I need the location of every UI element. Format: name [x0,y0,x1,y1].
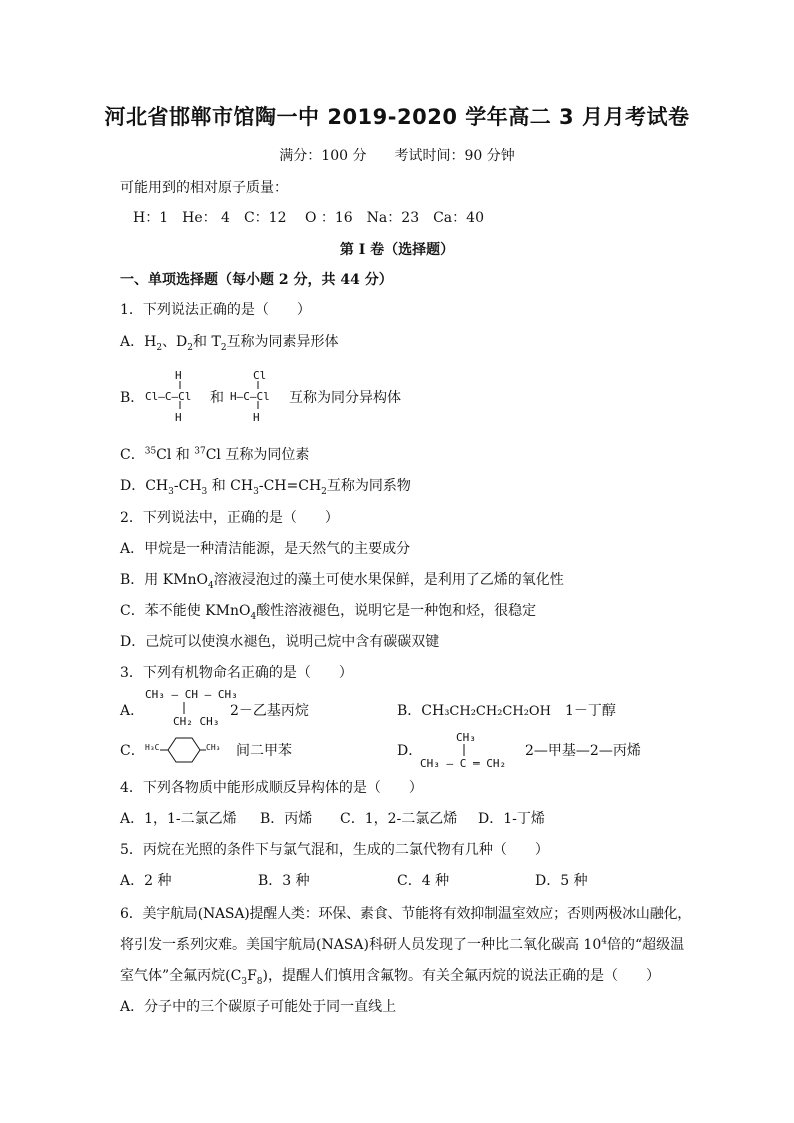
q2-stem: 2．下列说法中，正确的是（ ） [120,510,339,526]
q3-b-name: 1－丁醇 [565,703,616,719]
q6-line3-text: 室气体”全氟丙烷(C [120,968,242,984]
q6-line3-sub: 8 [256,976,263,987]
q4-option-a: A．1，1-二氯乙烯 [120,811,237,827]
q1-option-d [120,476,411,496]
q6-line2-text: 倍的“超级温 [606,937,685,953]
q1-c-text: Cl 和 [156,447,195,463]
q1-stem: 1．下列说法正确的是（ ） [120,302,311,318]
q3-option-a-label: A． [120,703,145,719]
q1-b-and: 和 [210,390,224,406]
q1-d-text: 互称为同系物 [326,478,411,494]
q6-option-a: A．分子中的三个碳原子可能处于同一直线上 [120,999,397,1015]
q3-b-text: B．CH [397,703,445,719]
section-title: 第 I 卷（选择题） [339,242,455,258]
q2-b-text: B．用 KMnO [120,572,209,588]
q3-d-struct-top: CH₃ [456,731,476,744]
q1-c-sup: 35 [144,446,157,457]
q3-option-c-label: C． [120,743,145,759]
q1-c-text: Cl 互称为同位素 [205,447,310,463]
q1-c-sup: 37 [194,446,206,457]
q3-b-formula: ₃CH₂CH₂CH₂OH [444,704,551,719]
q1-b-struct2-h-bottom: H [253,411,260,424]
q1-d-text: D．CH [120,478,169,494]
q6-line3-sub: 3 [241,976,248,987]
q1-b-struct2-main: H—C—Cl [230,390,270,403]
q6-line1: 6．美宇航局(NASA)提醒人类：环保、素食、节能将有效抑制温室效应；否则两极冰山融化， [120,906,692,922]
q5-option-c: C．4 种 [397,873,450,889]
q5-option-d: D．5 种 [535,873,588,889]
q5-option-b: B．3 种 [258,873,310,889]
q1-a-sub: 2 [187,342,194,353]
q3-option-b [397,701,551,722]
atomic-mass-label: 可能用到的相对原子质量： [120,180,288,196]
q4-option-d: D．1-丁烯 [478,811,545,827]
q1-d-sub: 3 [168,486,174,497]
q5-stem: 5．丙烷在光照的条件下与氯气混和，生成的二氯代物有几种（ ） [120,842,549,858]
q1-a-text: A．H [120,334,157,350]
q2-c-sub: 4 [250,611,257,622]
q1-a-sub: 2 [156,342,163,353]
q1-d-text: 和 CH [207,478,254,494]
q6-line3-text: )，提醒人们慎用含氟物。有关全氟丙烷的说法正确的是（ ） [262,968,660,984]
q3-a-struct-bottom: CH₂ CH₃ [173,715,220,728]
q6-line3-text: F [247,968,257,984]
exam-title: 河北省邯郸市馆陶一中 2019-2020 学年高二 3 月月考试卷 [104,105,690,129]
q3-a-struct-top: CH₃ — CH — CH₃ [145,688,238,701]
q4-stem: 4．下列各物质中能形成顺反异构体的是（ ） [120,780,423,796]
q3-d-struct-bond [462,744,466,758]
atomic-mass-values: H：1 He： 4 C：12 O ：16 Na：23 Ca：40 [133,210,484,226]
q2-option-a: A．甲烷是一种清洁能源，是天然气的主要成分 [120,541,411,557]
q4-option-b: B．丙烯 [260,811,313,827]
q3-a-name: 2－乙基丙烷 [230,703,309,719]
q1-b-struct1-main: Cl—C—Cl [145,390,192,403]
q2-c-text: C．苯不能使 KMnO [120,603,251,619]
q2-c-text: 酸性溶液褪色，说明它是一种饱和烃，很稳定 [256,603,537,619]
q3-c-name: 间二甲苯 [236,743,292,759]
q6-line3 [120,966,660,986]
q1-option-c [120,445,309,465]
q1-d-sub: 3 [201,486,208,497]
q3-c-right-methyl: CH₃ [206,743,221,752]
q1-c-text: C． [120,447,145,463]
q4-option-c: C．1，2-二氯乙烯 [340,811,458,827]
q1-option-a [120,332,339,352]
q1-d-sub: 3 [253,486,259,497]
benzene-ring-icon [160,735,210,765]
q2-option-c [120,601,536,621]
q1-a-text: 和 T [193,334,221,350]
q1-d-text: -CH=CH [258,478,322,494]
q2-option-b [120,570,564,590]
q3-d-struct-bottom: CH₃ — C ═ CH₂ [420,757,507,770]
q3-c-left-methyl: H₃C [145,743,160,752]
q6-line2-sup: 4 [601,936,607,947]
exam-meta: 满分：100 分 考试时间：90 分钟 [279,148,515,164]
q1-a-sub: 2 [220,342,227,353]
q2-b-text: 溶液浸泡过的藻土可使水果保鲜，是利用了乙烯的氧化性 [213,572,564,588]
q5-option-a: A．2 种 [120,873,172,889]
q3-a-struct-bond [182,702,186,716]
q1-b-struct1-h-top: H [175,369,182,382]
q2-b-sub: 4 [208,580,214,591]
q3-stem: 3．下列有机物命名正确的是（ ） [120,665,353,681]
q2-option-d: D．己烷可以使溴水褪色，说明己烷中含有碳碳双键 [120,634,440,650]
q1-a-text: 互称为同素异形体 [226,334,339,350]
part-one-heading: 一、单项选择题（每小题 2 分，共 44 分） [120,272,393,288]
q6-line2-text: 将引发一系列灾难。美国宇航局(NASA)科研人员发现了一种比二氧化碳高 10 [120,937,602,953]
q1-b-tail: 互称为同分异构体 [289,390,401,406]
q3-option-d-label: D． [397,743,423,759]
q1-d-text: -CH [173,478,202,494]
q1-option-b-label: B． [120,390,145,406]
q6-line2 [120,935,684,955]
q1-b-struct2-cl-top: Cl [253,369,267,382]
q1-d-sub: 2 [321,486,327,497]
q3-d-name: 2—甲基—2—丙烯 [525,743,641,759]
q1-b-struct1-h-bottom: H [175,411,182,424]
q1-a-text: 、D [162,334,188,350]
